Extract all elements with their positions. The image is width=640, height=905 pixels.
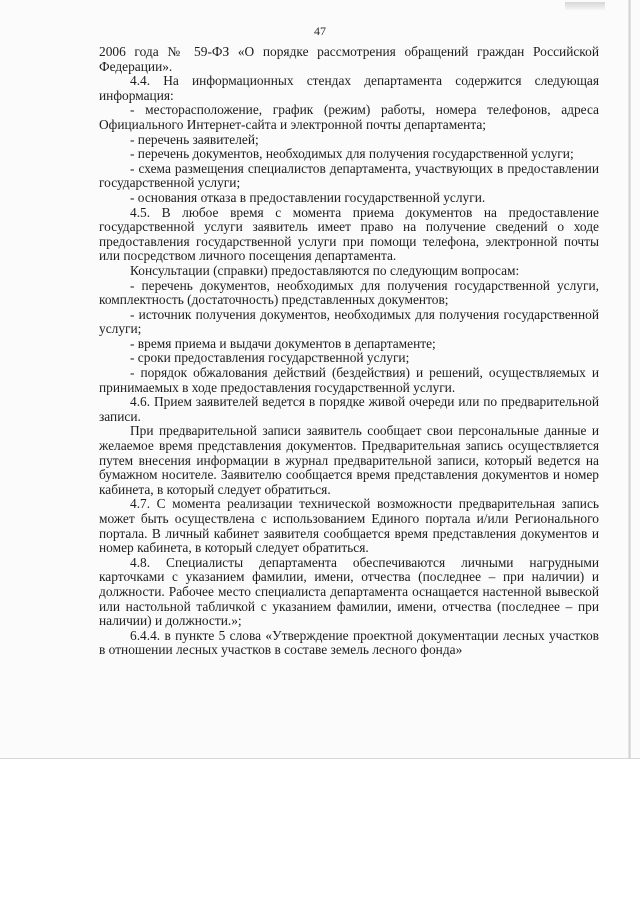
paragraph-4-7: 4.7. С момента реализации технической возможности предварительная запись может быть осуществлена с использованием Единого портала и/или Регионального портала. В личный кабинет заявителя сообщается время представления документов и номер кабинета, в который следует обратиться. xyxy=(99,496,599,556)
list-item: - источник получения документов, необходимых для получения государственной услуги; xyxy=(99,306,599,337)
paragraph: При предварительной записи заявитель сообщает свои персональные данные и желаемое время представления документов. Предварительная запись осуществляется путем внесения информации в журнал предварительной записи, который ведется на бумажном носителе. Заявителю сообщается время представления документов и номер кабинета, в который следует обратиться. xyxy=(99,423,599,497)
scan-bottom-border xyxy=(0,758,640,759)
paragraph: 2006 года № 59-ФЗ «О порядке рассмотрения обращений граждан Российской Федерации». xyxy=(99,44,599,74)
list-item: - порядок обжалования действий (бездействия) и решений, осуществляемых и принимаемых в ходе предоставления государственной услуги. xyxy=(99,365,599,395)
list-item: - перечень документов, необходимых для получения государственной услуги, комплектность (достаточность) представленных документов; xyxy=(99,277,599,308)
list-item: - сроки предоставления государственной услуги; xyxy=(130,350,410,366)
paragraph: Консультации (справки) предоставляются по следующим вопросам: xyxy=(130,262,520,278)
list-item: - перечень заявителей; xyxy=(130,131,259,147)
scan-artifact xyxy=(565,2,605,10)
paragraph-4-4: 4.4. На информационных стендах департамента содержится следующая информация: xyxy=(99,73,599,103)
list-item: - перечень документов, необходимых для получения государственной услуги; xyxy=(130,146,574,162)
page-number: 47 xyxy=(314,24,326,38)
paragraph-4-5: 4.5. В любое время с момента приема документов на предоставление государственной услуги заявитель имеет право на получение сведений о ходе предоставления государственной услуги при помощи телефона, электронной почты или посредством личного посещения департамента. xyxy=(99,204,599,264)
paragraph-4-8: 4.8. Специалисты департамента обеспечиваются личными нагрудными карточками с указанием фамилии, имени, отчества (последнее – при наличии) и должности. Рабочее место специалиста департамента оснащается настенной вывеской или настольной табличкой с указанием фамилии, имени, отчества (последнее – при наличии) и должности.»; xyxy=(99,554,599,629)
paragraph-6-4-4: 6.4.4. в пункте 5 слова «Утверждение проектной документации лесных участков в отношении лесных участков в составе земель лесного фонда» xyxy=(99,627,599,658)
scan-edge-shadow xyxy=(628,0,631,758)
list-item: - основания отказа в предоставлении государственной услуги. xyxy=(130,189,486,205)
list-item: - время приема и выдачи документов в департаменте; xyxy=(130,335,436,351)
list-item: - схема размещения специалистов департамента, участвующих в предоставлении государственной услуги; xyxy=(99,160,599,191)
list-item: - месторасположение, график (режим) работы, номера телефонов, адреса Официального Интернет-сайта и электронной почты департамента; xyxy=(99,102,599,132)
document-body xyxy=(99,45,599,658)
paragraph-4-6: 4.6. Прием заявителей ведется в порядке живой очереди или по предварительной записи. xyxy=(99,394,599,424)
